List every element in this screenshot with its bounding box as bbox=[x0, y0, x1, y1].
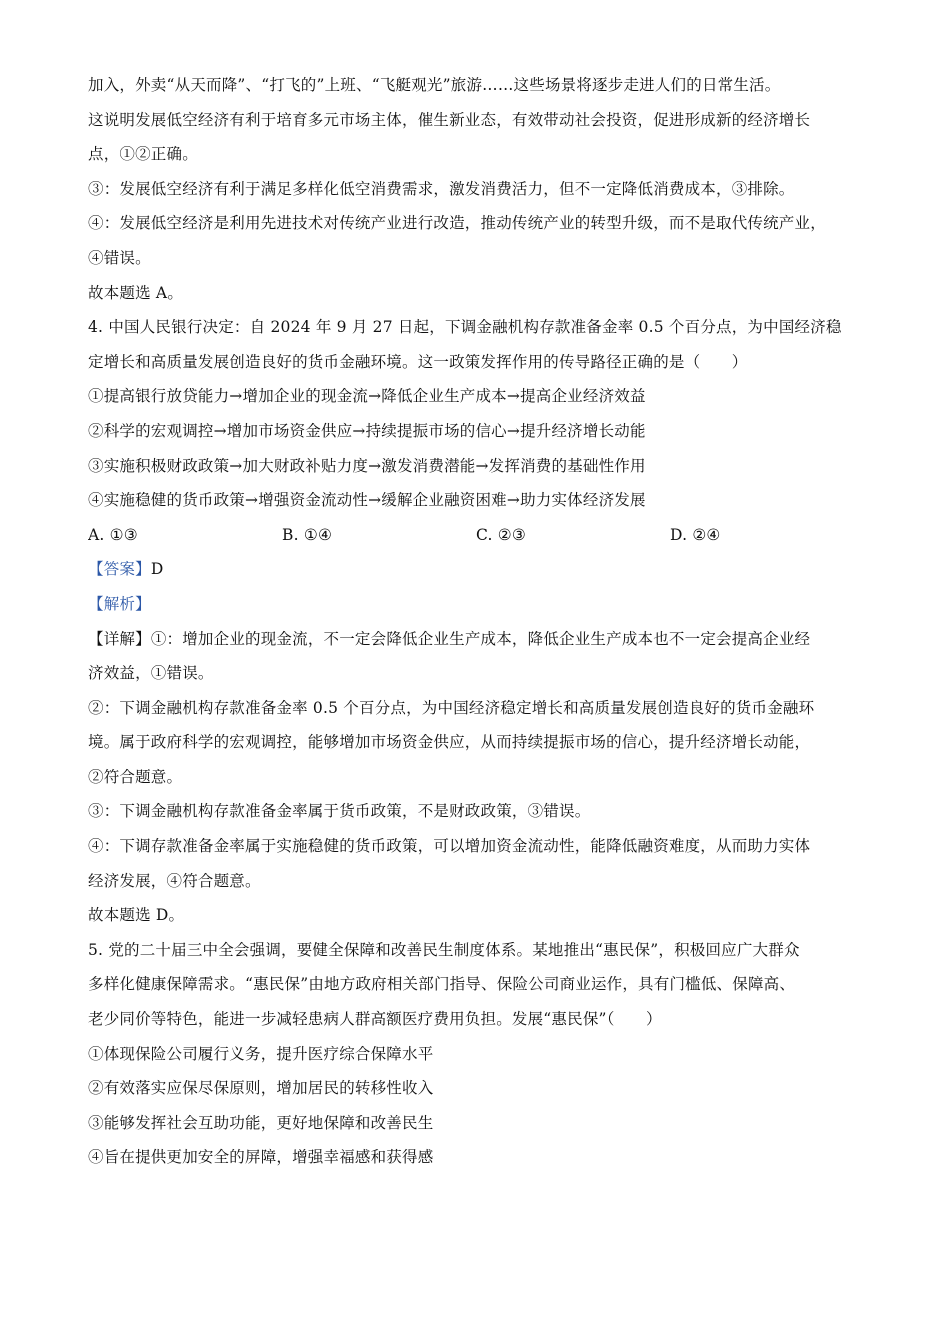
answer-options bbox=[88, 518, 868, 553]
question-stem: 老少同价等特色，能进一步减轻患病人群高额医疗费用负担。发展“惠民保”（ ） bbox=[88, 1010, 662, 1029]
answer-label: 【答案】 bbox=[88, 560, 151, 579]
detail-line bbox=[88, 622, 868, 657]
choice-statement: ②有效落实应保尽保原则，增加居民的转移性收入 bbox=[88, 1079, 434, 1098]
text-line: ④：发展低空经济是利用先进技术对传统产业进行改造，推动传统产业的转型升级，而不是取代传统产业， bbox=[88, 214, 826, 233]
text-line: 这说明发展低空经济有利于培育多元市场主体，催生新业态，有效带动社会投资，促进形成新的经济增长 bbox=[88, 110, 811, 129]
option-d: D. ②④ bbox=[670, 525, 721, 544]
option-b: B. ①④ bbox=[282, 525, 333, 544]
text-line: ③：下调金融机构存款准备金率属于货币政策，不是财政政策，③错误。 bbox=[88, 802, 591, 821]
question-stem: 多样化健康保障需求。“惠民保”由地方政府相关部门指导、保险公司商业运作，具有门槛低、保障高、 bbox=[88, 975, 796, 994]
answer-value: D bbox=[150, 560, 164, 579]
choice-statement: ①体现保险公司履行义务，提升医疗综合保障水平 bbox=[88, 1044, 434, 1063]
choice-statement: ①提高银行放贷能力→增加企业的现金流→降低企业生产成本→提高企业经济效益 bbox=[88, 387, 646, 406]
choice-statement: ④实施稳健的货币政策→增强资金流动性→缓解企业融资困难→助力实体经济发展 bbox=[88, 491, 646, 510]
answer-line bbox=[88, 552, 868, 587]
choice-statement: ③能够发挥社会互助功能，更好地保障和改善民生 bbox=[88, 1113, 434, 1132]
question-5 bbox=[88, 933, 868, 1175]
text-line: 境。属于政府科学的宏观调控，能够增加市场资金供应，从而持续提振市场的信心，提升经济增长动能， bbox=[88, 733, 811, 752]
text-line: ④错误。 bbox=[88, 248, 151, 267]
conclusion-line: 故本题选 D。 bbox=[88, 906, 185, 925]
choice-statement: ②科学的宏观调控→增加市场资金供应→持续提振市场的信心→提升经济增长动能 bbox=[88, 421, 646, 440]
text-line: ②：下调金融机构存款准备金率 0.5 个百分点，为中国经济稳定增长和高质量发展创造良好的货币金融环 bbox=[88, 698, 815, 717]
text-line: 加入，外卖“从天而降”、“打飞的”上班、“飞艇观光”旅游……这些场景将逐步走进人们的日常生活。 bbox=[88, 76, 781, 94]
q3-explanation-tail bbox=[88, 68, 868, 310]
option-a: A. ①③ bbox=[88, 525, 138, 544]
option-c: C. ②③ bbox=[476, 525, 526, 544]
detail-text: ①：增加企业的现金流，不一定会降低企业生产成本，降低企业生产成本也不一定会提高企业经 bbox=[150, 629, 811, 648]
detail-label: 【详解】 bbox=[88, 629, 151, 648]
question-4 bbox=[88, 310, 868, 933]
text-line: 经济发展，④符合题意。 bbox=[88, 871, 261, 890]
question-stem: 4. 中国人民银行决定：自 2024 年 9 月 27 日起，下调金融机构存款准备金率 0.5 个百分点，为中国经济稳 bbox=[88, 318, 842, 337]
text-line: ③：发展低空经济有利于满足多样化低空消费需求，激发消费活力，但不一定降低消费成本，③排除。 bbox=[88, 179, 795, 198]
choice-statement: ③实施积极财政政策→加大财政补贴力度→激发消费潜能→发挥消费的基础性作用 bbox=[88, 456, 646, 475]
conclusion-line: 故本题选 A。 bbox=[88, 283, 184, 302]
text-line: ④：下调存款准备金率属于实施稳健的货币政策，可以增加资金流动性，能降低融资难度，从而助力实体 bbox=[88, 837, 811, 856]
text-line: ②符合题意。 bbox=[88, 767, 183, 786]
question-stem: 定增长和高质量发展创造良好的货币金融环境。这一政策发挥作用的传导路径正确的是（ ） bbox=[88, 352, 748, 371]
analysis-label: 【解析】 bbox=[88, 594, 151, 613]
analysis-line bbox=[88, 587, 868, 622]
question-stem: 5. 党的二十届三中全会强调，要健全保障和改善民生制度体系。某地推出“惠民保”，积极回应广大群众 bbox=[88, 940, 800, 959]
choice-statement: ④旨在提供更加安全的屏障，增强幸福感和获得感 bbox=[88, 1148, 434, 1167]
document-page bbox=[88, 68, 868, 1175]
text-line: 点，①②正确。 bbox=[88, 145, 198, 164]
text-line: 济效益，①错误。 bbox=[88, 664, 214, 683]
